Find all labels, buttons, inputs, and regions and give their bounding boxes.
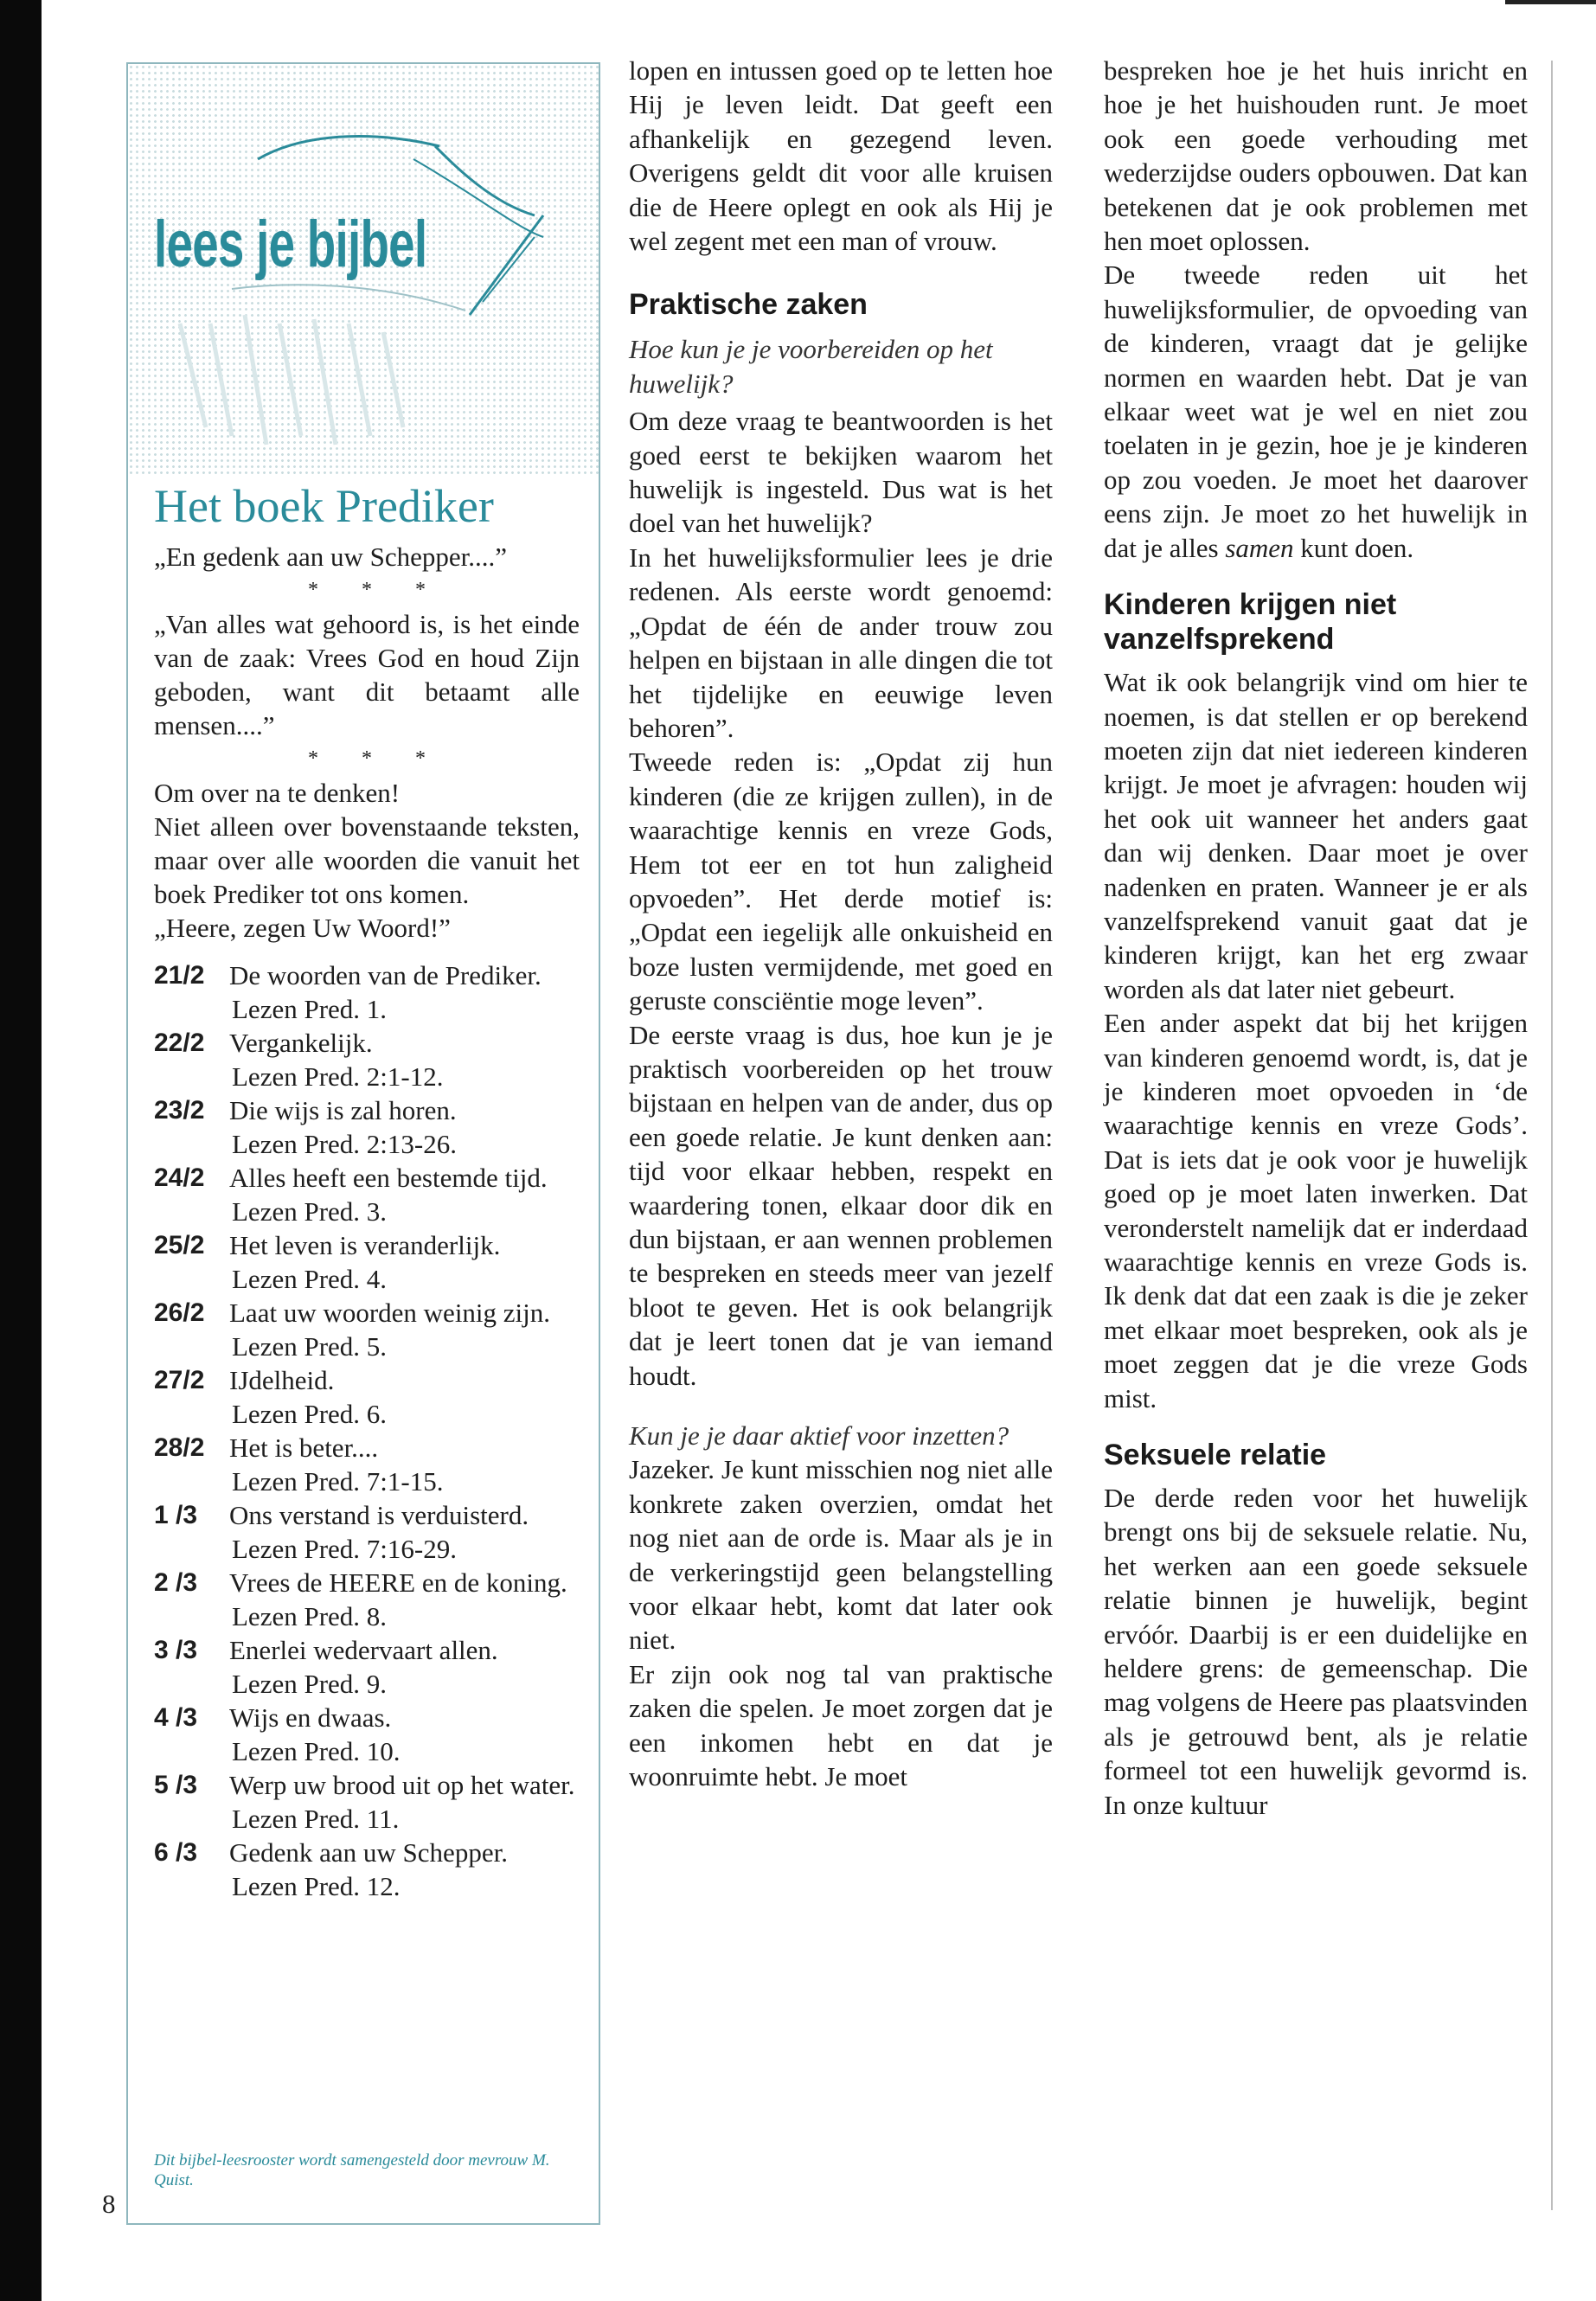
paragraph [1104,258,1528,565]
reading-list [154,958,580,1903]
reading-title: Gedenk aan uw Schepper. [229,1837,508,1868]
reading-ref: Lezen Pred. 3. [232,1196,388,1227]
paragraph: De eerste vraag is dus, hoe kun je je praktisch voorbereiden op het trouw bijstaan en helpen van de ander, dus op een goede relatie. Je kunt denken aan: tijd voor elkaar hebben, respekt en waardering tonen, elkaar door dik en dun bijstaan, er aan wennen problemen te bespreken en steeds meer van jezelf bloot te geven. Het is ook belangrijk dat je leert tonen dat je van iemand houdt. [629,1019,1053,1391]
reading-item [154,1566,580,1633]
reading-item [154,1093,580,1161]
reading-schedule-box [126,62,600,2225]
sidebar-title: Het boek Prediker [154,480,494,532]
reading-date: 21/2 [154,961,205,990]
reading-date: 23/2 [154,1096,205,1125]
scan-mark [1505,0,1596,4]
reading-ref: Lezen Pred. 6. [232,1399,388,1429]
paragraph: De derde reden voor het huwelijk brengt ons bij de seksuele relatie. Nu, het werken aan een goede seksuele relatie binnen je huwelijk, begint ervóór. Daarbij is er een duidelijke en heldere grens: de gemeenschap. Die mag volgens de Heere pas plaatsvinden als je getrouwd bent, als je relatie formeel tot een huwelijk gevormd is. In onze kultuur [1104,1483,1528,1820]
reading-date: 4 /3 [154,1703,198,1732]
reading-ref: Lezen Pred. 7:16-29. [232,1534,457,1564]
reading-item [154,1498,580,1566]
article-column-3 [1104,54,1528,1822]
reading-title: Die wijs is zal horen. [229,1095,457,1125]
reading-date: 22/2 [154,1029,205,1057]
reading-date: 3 /3 [154,1636,198,1664]
paragraph: Wat ik ook belangrijk vind om hier te noemen, is dat stellen er op berekend moeten zijn dat niet iedereen kinderen krijgt. Je moet je afvragen: houden wij het ook uit wanneer het anders gaat dan wij denken. Daar moet je over nadenken en praten. Wanneer je er als vanzelfsprekend vanuit gaat dat je kinderen krijgt, kan het erg zwaar worden als dat later niet gebeurt. [1104,667,1528,1004]
reading-ref: Lezen Pred. 10. [232,1736,401,1766]
reading-title: Het is beter.... [229,1433,379,1463]
reading-date: 28/2 [154,1433,205,1462]
stars-divider: * * * [308,579,445,601]
emphasis-samen: samen [1225,532,1294,563]
reading-item [154,1431,580,1498]
intro-text: Niet alleen over bovenstaande teksten, maar over alle woorden die vanuit het boek Prediker tot ons komen. [154,811,580,909]
subheading-seksuele-relatie: Seksuele relatie [1104,1439,1327,1472]
subheading-kinderen-krijgen: Kinderen krijgen niet vanzelfsprekend [1104,588,1397,657]
schedule-credit: Dit bijbel-leesrooster wordt samengesteld door mevrouw M. Quist. [154,2151,550,2189]
reading-item [154,1836,580,1903]
reading-item [154,1768,580,1836]
reading-title: Vergankelijk. [229,1028,373,1058]
reading-date: 27/2 [154,1366,205,1394]
reading-ref: Lezen Pred. 9. [232,1669,388,1699]
paragraph: bespreken hoe je het huis inricht en hoe je het huishouden runt. Je moet ook een goede verhouding met wederzijdse ouders opbouwen. Dat kan betekenen dat je ook problemen met hen moet oplossen. [1104,55,1528,257]
reading-date: 1 /3 [154,1501,198,1529]
reading-date: 6 /3 [154,1838,198,1867]
reading-title: IJdelheid. [229,1365,335,1395]
interview-question: Kun je je daar aktief voor inzetten? [629,1420,1010,1452]
reading-ref: Lezen Pred. 5. [232,1331,388,1362]
paragraph-text: kunt doen. [1300,532,1414,563]
quote-prediker: „Van alles wat gehoord is, is het einde van de zaak: Vrees God en houd Zijn geboden, want dit betaamt alle mensen....” [154,609,580,740]
reading-item [154,1363,580,1431]
reading-item [154,1026,580,1093]
reading-ref: Lezen Pred. 2:1-12. [232,1061,444,1092]
reading-ref: Lezen Pred. 2:13-26. [232,1129,457,1159]
reading-item [154,1228,580,1296]
reading-title: Ons verstand is verduisterd. [229,1500,529,1530]
paragraph: Jazeker. Je kunt misschien nog niet alle konkrete zaken overzien, omdat het nog niet aan de orde is. Maar als je in de verkeringstijd geen belangstelling voor elkaar hebt, komt dat later ook niet. [629,1454,1053,1656]
intro-heading: Om over na te denken! [154,778,401,808]
header-band [128,64,599,478]
reading-title: Werp uw brood uit op het water. [229,1770,575,1800]
paragraph: lopen en intussen goed op te letten hoe Hij je leven leidt. Dat geeft een afhankelijk en gezegend leven. Overigens geldt dit voor alle kruisen die de Heere oplegt en ook als Hij je wel zegent met een man of vrouw. [629,55,1053,257]
paragraph-text: De tweede reden uit het huwelijksformulier, de opvoeding van de kinderen, vraagt dat je gelijke normen en waarden hebt. Dat je van elkaar weet wat je wel en niet zou toelaten in je gezin, hoe je je kinderen op zou voeden. Je moet het daarover eens zijn. Je moet zo het huwelijk in dat je alles [1104,260,1528,563]
reading-date: 25/2 [154,1231,205,1259]
stars-divider: * * * [308,747,445,770]
reading-title: Wijs en dwaas. [229,1702,392,1733]
article-column-2 [629,54,1053,1794]
paragraph: Een ander aspekt dat bij het krijgen van kinderen genoemd wordt, is, dat je je kinderen moet opvoeden in ‘de waarachtige kennis en vreze Gods’. Dat is iets dat je ook voor je huwelijk goed op je moet laten inwerken. Dat veronderstelt namelijk dat er inderdaad waarachtige kennis en vreze Gods is. Ik denk dat dat een zaak is die je zeker met elkaar moet bespreken, ook als je moet zeggen dat je die vreze Gods mist. [1104,1008,1528,1413]
interview-question: Hoe kun je je voorbereiden op het huwelijk? [629,334,993,399]
scan-edge [0,0,42,2301]
prayer: „Heere, zegen Uw Woord!” [154,913,451,943]
reading-ref: Lezen Pred. 11. [232,1804,400,1834]
reading-date: 2 /3 [154,1568,198,1597]
reading-item [154,1296,580,1363]
reading-date: 24/2 [154,1163,205,1192]
reading-title: Alles heeft een bestemde tijd. [229,1163,548,1193]
paragraph: Tweede reden is: „Opdat zij hun kinderen (die ze krijgen zullen), in de waarachtige kennis en vreze Gods, Hem tot eer en tot hun zaligheid opvoeden”. Het derde motief is: „Opdat een iegelijk alle onkuisheid en boze lusten vermijdende, met goed en geruste consciëntie moge leven”. [629,747,1053,1016]
reading-date: 26/2 [154,1298,205,1327]
reading-ref: Lezen Pred. 12. [232,1871,401,1901]
reading-item [154,1633,580,1701]
reading-ref: Lezen Pred. 4. [232,1264,388,1294]
reading-item [154,958,580,1026]
reading-title: Het leven is veranderlijk. [229,1230,501,1260]
logo-lees-je-bijbel: lees je bijbel [154,208,427,281]
paragraph: Er zijn ook nog tal van praktische zaken die spelen. Je moet zorgen dat je een inkomen hebt en dat je woonruimte hebt. Je moet [629,1658,1053,1792]
paragraph: Om deze vraag te beantwoorden is het goed eerst te bekijken waarom het huwelijk is ingesteld. Dus wat is het doel van het huwelijk? [629,406,1053,539]
reading-title: Vrees de HEERE en de koning. [229,1567,567,1598]
paragraph: In het huwelijksformulier lees je drie redenen. Als eerste wordt genoemd: „Opdat de één de ander trouw zou helpen en bijstaan in alle dingen die tot het tijdelijke en eeuwige leven behoren”. [629,542,1053,743]
reading-ref: Lezen Pred. 7:1-15. [232,1466,444,1497]
column-rule [1551,61,1553,2210]
reading-title: Laat uw woorden weinig zijn. [229,1298,551,1328]
reading-ref: Lezen Pred. 1. [232,994,388,1024]
page-number: 8 [102,2189,116,2219]
reading-date: 5 /3 [154,1771,198,1799]
sidebar-body [154,540,580,1903]
reading-item [154,1701,580,1768]
reading-item [154,1161,580,1228]
subheading-praktische-zaken: Praktische zaken [629,288,868,322]
quote-gedenk: „En gedenk aan uw Schepper....” [154,542,508,572]
reading-title: Enerlei wedervaart allen. [229,1635,498,1665]
reading-title: De woorden van de Prediker. [229,960,542,990]
reading-ref: Lezen Pred. 8. [232,1601,388,1631]
